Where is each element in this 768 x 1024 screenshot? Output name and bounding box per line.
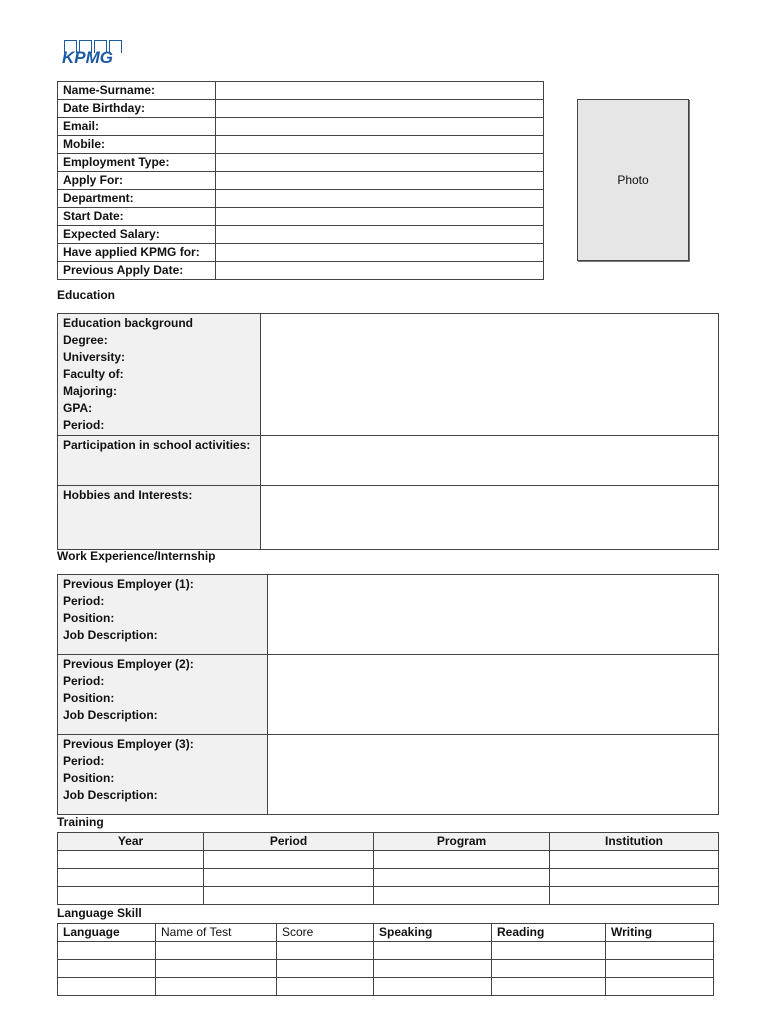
table-cell[interactable] (550, 887, 719, 905)
table-cell[interactable] (374, 942, 492, 960)
label-line: Degree: (63, 333, 108, 347)
field-label: Previous Apply Date: (58, 262, 216, 280)
label-line: Position: (63, 771, 115, 785)
label-line: Faculty of: (63, 367, 124, 381)
table-cell[interactable] (374, 851, 550, 869)
training-title: Training (57, 815, 104, 829)
logo-wordmark: KPMG (62, 48, 113, 67)
label-line: Majoring: (63, 384, 117, 398)
field-label: Email: (58, 118, 216, 136)
table-cell[interactable] (374, 978, 492, 996)
training-header-year: Year (58, 833, 204, 851)
field-label: Start Date: (58, 208, 216, 226)
education-table (57, 313, 719, 550)
employer-3-label (58, 735, 268, 815)
training-header-institution: Institution (550, 833, 719, 851)
label-line: Job Description: (63, 708, 158, 722)
table-row (58, 887, 719, 905)
kpmg-logo (62, 40, 124, 68)
field-value-cell[interactable] (216, 118, 544, 136)
table-row (58, 851, 719, 869)
school-activities-value[interactable] (261, 436, 719, 486)
table-cell[interactable] (204, 869, 374, 887)
table-cell[interactable] (58, 869, 204, 887)
table-cell[interactable] (58, 978, 156, 996)
table-header-row (58, 924, 714, 942)
training-header-period: Period (204, 833, 374, 851)
language-header-reading: Reading (492, 924, 606, 942)
label-line: Education background (63, 316, 194, 330)
label-line: Job Description: (63, 628, 158, 642)
work-experience-title: Work Experience/Internship (57, 549, 216, 563)
field-label: Mobile: (58, 136, 216, 154)
table-cell[interactable] (550, 869, 719, 887)
label-line: University: (63, 350, 126, 364)
table-row (58, 82, 544, 100)
table-cell[interactable] (374, 869, 550, 887)
table-row (58, 136, 544, 154)
field-label: Apply For: (58, 172, 216, 190)
label-line: Job Description: (63, 788, 158, 802)
table-row (58, 190, 544, 208)
label-line: Previous Employer (3): (63, 737, 194, 751)
employer-1-label (58, 575, 268, 655)
table-cell[interactable] (550, 851, 719, 869)
employer-3-value[interactable] (268, 735, 719, 815)
education-title: Education (57, 288, 116, 302)
label-line: Position: (63, 691, 115, 705)
training-header-program: Program (374, 833, 550, 851)
field-label: Date Birthday: (58, 100, 216, 118)
table-row (58, 735, 719, 815)
table-row (58, 208, 544, 226)
field-value-cell[interactable] (216, 82, 544, 100)
table-row (58, 978, 714, 996)
field-label: Department: (58, 190, 216, 208)
table-cell[interactable] (492, 978, 606, 996)
field-value-cell[interactable] (216, 262, 544, 280)
table-cell[interactable] (156, 978, 277, 996)
table-cell[interactable] (492, 942, 606, 960)
employer-1-value[interactable] (268, 575, 719, 655)
language-header-score: Score (277, 924, 374, 942)
photo-placeholder[interactable] (577, 99, 689, 261)
table-row (58, 226, 544, 244)
language-header-language: Language (58, 924, 156, 942)
table-cell[interactable] (606, 942, 714, 960)
hobbies-value[interactable] (261, 486, 719, 550)
table-cell[interactable] (492, 960, 606, 978)
table-row (58, 262, 544, 280)
table-cell[interactable] (606, 960, 714, 978)
label-line: Previous Employer (1): (63, 577, 194, 591)
label-line: GPA: (63, 401, 93, 415)
table-row (58, 869, 719, 887)
table-cell[interactable] (156, 942, 277, 960)
work-experience-table (57, 574, 719, 815)
table-row (58, 960, 714, 978)
field-label: Expected Salary: (58, 226, 216, 244)
label-line: Period: (63, 674, 105, 688)
field-value-cell[interactable] (216, 190, 544, 208)
label-line: Position: (63, 611, 115, 625)
label-line: Period: (63, 418, 105, 432)
table-row (58, 100, 544, 118)
table-cell[interactable] (58, 887, 204, 905)
table-row (58, 172, 544, 190)
table-header-row (58, 833, 719, 851)
table-cell[interactable] (58, 851, 204, 869)
table-row (58, 575, 719, 655)
training-table (57, 832, 719, 905)
table-cell[interactable] (58, 960, 156, 978)
field-label: Employment Type: (58, 154, 216, 172)
language-header-speaking: Speaking (374, 924, 492, 942)
table-row (58, 942, 714, 960)
education-background-value[interactable] (261, 314, 719, 436)
field-value-cell[interactable] (216, 208, 544, 226)
language-header-test: Name of Test (156, 924, 277, 942)
language-header-writing: Writing (606, 924, 714, 942)
table-row (58, 436, 719, 486)
field-value-cell[interactable] (216, 136, 544, 154)
education-background-label (58, 314, 261, 436)
table-cell[interactable] (204, 887, 374, 905)
table-cell[interactable] (606, 978, 714, 996)
table-row (58, 154, 544, 172)
language-skill-title: Language Skill (57, 906, 142, 920)
table-cell[interactable] (277, 960, 374, 978)
label-line: Previous Employer (2): (63, 657, 194, 671)
photo-label: Photo (617, 173, 649, 187)
table-row (58, 314, 719, 436)
table-row (58, 118, 544, 136)
personal-info-table (57, 81, 544, 280)
table-cell[interactable] (374, 887, 550, 905)
label-line: Period: (63, 754, 105, 768)
school-activities-label: Participation in school activities: (58, 436, 261, 486)
field-value-cell[interactable] (216, 226, 544, 244)
table-row (58, 655, 719, 735)
table-cell[interactable] (204, 851, 374, 869)
field-value-cell[interactable] (216, 244, 544, 262)
table-cell[interactable] (374, 960, 492, 978)
language-skill-table (57, 923, 714, 996)
label-line: Period: (63, 594, 105, 608)
table-row (58, 244, 544, 262)
field-value-cell[interactable] (216, 172, 544, 190)
employer-2-value[interactable] (268, 655, 719, 735)
table-cell[interactable] (58, 942, 156, 960)
field-label: Name-Surname: (58, 82, 216, 100)
table-cell[interactable] (156, 960, 277, 978)
field-value-cell[interactable] (216, 100, 544, 118)
hobbies-label: Hobbies and Interests: (58, 486, 261, 550)
employer-2-label (58, 655, 268, 735)
table-row (58, 486, 719, 550)
table-cell[interactable] (277, 942, 374, 960)
table-cell[interactable] (277, 978, 374, 996)
field-value-cell[interactable] (216, 154, 544, 172)
field-label: Have applied KPMG for: (58, 244, 216, 262)
